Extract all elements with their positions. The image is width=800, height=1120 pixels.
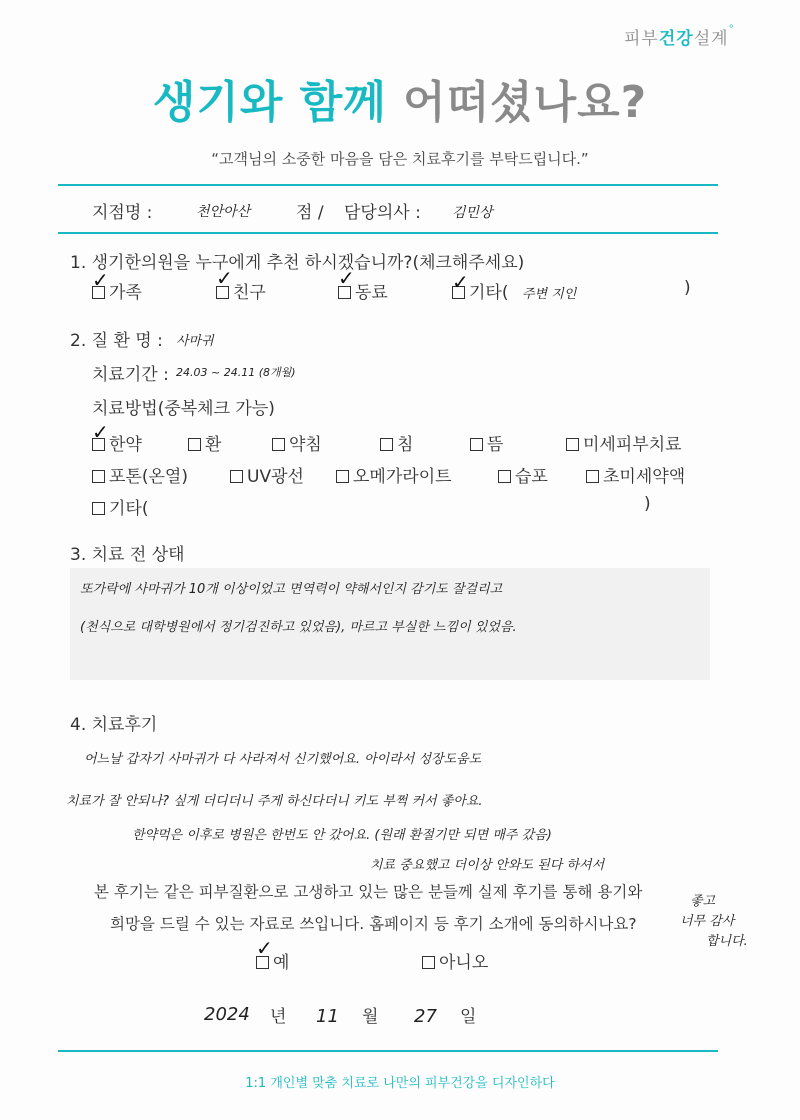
consent-line-2: 희망을 드릴 수 있는 자료로 쓰입니다. 홈페이지 등 후기 소개에 동의하시나요? <box>110 915 637 933</box>
q4-answer-line-4: 치료 중요했고 더이상 안와도 된다 하셔서 <box>370 858 605 873</box>
method-moxibustion[interactable] <box>470 430 503 455</box>
q2-method-label: 치료방법(중복체크 가능) <box>92 399 275 419</box>
title-part-2: 어떠셨나요? <box>403 77 648 128</box>
branch-divider <box>58 232 718 234</box>
method-micro-skin[interactable] <box>566 430 682 455</box>
check-mark-icon: ✓ <box>216 266 233 290</box>
check-mark-icon: ✓ <box>256 936 273 960</box>
method-uv[interactable] <box>230 462 304 487</box>
q4-side-note-1: 좋고 <box>690 894 716 909</box>
q1-other-close-paren: ) <box>684 278 691 298</box>
footer-tagline: 1:1 개인별 맞춤 치료로 나만의 피부건강을 디자인하다 <box>245 1076 555 1091</box>
q1-other-open-paren: ( <box>501 283 509 303</box>
q4-label: 4. 치료후기 <box>70 715 158 735</box>
checkbox-method-other[interactable] <box>92 502 105 515</box>
checkbox-consent-no[interactable] <box>422 956 435 969</box>
q2-period-value: 24.03 ~ 24.11 (8개월) <box>176 366 296 379</box>
checkbox-ultra-micro[interactable] <box>586 470 599 483</box>
q3-answer-line-2: (천식으로 대학병원에서 정기검진하고 있었음), 마르고 부실한 느낌이 있었음. <box>80 620 517 635</box>
method-micro-skin-label: 미세피부치료 <box>583 435 682 455</box>
top-divider <box>58 184 718 186</box>
method-other-close-paren: ) <box>644 494 651 514</box>
checkbox-omega-light[interactable] <box>336 470 349 483</box>
q4-side-note-2: 너무 감사 <box>680 914 735 929</box>
date-year-unit: 년 <box>270 1007 287 1027</box>
doctor-label: 담당의사 : <box>344 203 421 223</box>
consent-yes-label: 예 <box>273 953 290 973</box>
checkbox-compress[interactable] <box>498 470 511 483</box>
method-herbal-label: 한약 <box>109 435 142 455</box>
method-pill-label: 환 <box>205 435 222 455</box>
bottom-divider <box>58 1050 718 1052</box>
method-pharmacopuncture[interactable] <box>272 430 322 455</box>
q3-answer-line-1: 또가락에 사마귀가 10개 이상이었고 면역력이 약해서인지 감기도 잘걸리고 <box>80 582 503 597</box>
q2-disease-value: 사마귀 <box>176 334 214 349</box>
checkbox-pill[interactable] <box>188 438 201 451</box>
date-month: 11 <box>316 1006 339 1027</box>
brand-logo <box>624 24 735 49</box>
date-day-unit: 일 <box>460 1007 477 1027</box>
check-mark-icon: ✓ <box>92 268 109 292</box>
method-compress[interactable] <box>498 462 548 487</box>
method-other[interactable] <box>92 494 148 519</box>
date-month-unit: 월 <box>362 1007 379 1027</box>
method-acupuncture[interactable] <box>380 430 413 455</box>
method-omega-light[interactable] <box>336 462 452 487</box>
q1-question: 1. 생기한의원을 누구에게 추천 하시겠습니까?(체크해주세요) <box>70 253 525 273</box>
method-pharmacopuncture-label: 약침 <box>289 435 322 455</box>
branch-suffix: 점 / <box>296 203 324 223</box>
brand-accent: 건강 <box>658 29 694 49</box>
q4-side-note-3: 합니다. <box>706 934 748 949</box>
method-acupuncture-label: 침 <box>397 435 414 455</box>
consent-line-1: 본 후기는 같은 피부질환으로 고생하고 있는 많은 분들께 실제 후기를 통해 용기와 <box>94 883 643 901</box>
q4-answer-line-2: 치료가 잘 안되나? 싶게 더디더니 주게 하신다더니 키도 부쩍 커서 좋아요. <box>66 794 483 809</box>
method-omega-light-label: 오메가라이트 <box>353 467 452 487</box>
method-uv-label: UV광선 <box>247 467 304 487</box>
title-part-1: 생기와 함께 <box>152 77 387 128</box>
method-ultra-micro-label: 초미세약액 <box>603 467 686 487</box>
checkbox-pharmacopuncture[interactable] <box>272 438 285 451</box>
branch-label: 지점명 : <box>92 203 153 223</box>
q1-option-friend-label: 친구 <box>233 283 266 303</box>
method-other-label: 기타( <box>109 499 149 519</box>
branch-value: 천안아산 <box>196 204 251 220</box>
q4-answer-line-3: 한약먹은 이후로 병원은 한번도 안 갔어요. (원래 환절기만 되면 매주 갔음) <box>132 828 552 843</box>
check-mark-icon: ✓ <box>452 270 469 294</box>
method-photon[interactable] <box>92 462 188 487</box>
check-mark-icon: ✓ <box>338 266 355 290</box>
checkbox-photon[interactable] <box>92 470 105 483</box>
q3-label: 3. 치료 전 상태 <box>70 545 185 565</box>
q2-period-label: 치료기간 : <box>92 365 169 385</box>
method-moxibustion-label: 뜸 <box>487 435 504 455</box>
method-ultra-micro[interactable] <box>586 462 685 487</box>
q1-option-other-label: 기타 <box>469 283 502 303</box>
checkbox-moxibustion[interactable] <box>470 438 483 451</box>
check-mark-icon: ✓ <box>92 420 109 444</box>
consent-no-label: 아니오 <box>439 953 489 973</box>
q1-option-family-label: 가족 <box>109 283 142 303</box>
q2-label: 2. 질 환 명 : <box>70 331 163 351</box>
consent-no[interactable] <box>422 948 488 973</box>
brand-suffix: 설계 <box>693 29 729 49</box>
brand-prefix: 피부 <box>624 29 659 49</box>
date-year: 2024 <box>204 1004 250 1025</box>
method-compress-label: 습포 <box>515 467 548 487</box>
brand-dot-icon: ° <box>728 24 735 35</box>
method-pill[interactable] <box>188 430 221 455</box>
q4-answer-line-1: 어느날 갑자기 사마귀가 다 사라져서 신기했어요. 아이라서 성장도움도 <box>84 752 482 767</box>
q1-option-colleague-label: 동료 <box>355 283 388 303</box>
page-title <box>0 66 800 130</box>
checkbox-acupuncture[interactable] <box>380 438 393 451</box>
date-day: 27 <box>414 1006 437 1027</box>
q1-other-value: 주변 지인 <box>522 287 577 302</box>
subtitle: “고객님의 소중한 마음을 담은 치료후기를 부탁드립니다.” <box>211 150 589 168</box>
checkbox-micro-skin[interactable] <box>566 438 579 451</box>
checkbox-uv[interactable] <box>230 470 243 483</box>
doctor-value: 김민상 <box>452 205 493 221</box>
method-photon-label: 포톤(온열) <box>109 467 188 487</box>
